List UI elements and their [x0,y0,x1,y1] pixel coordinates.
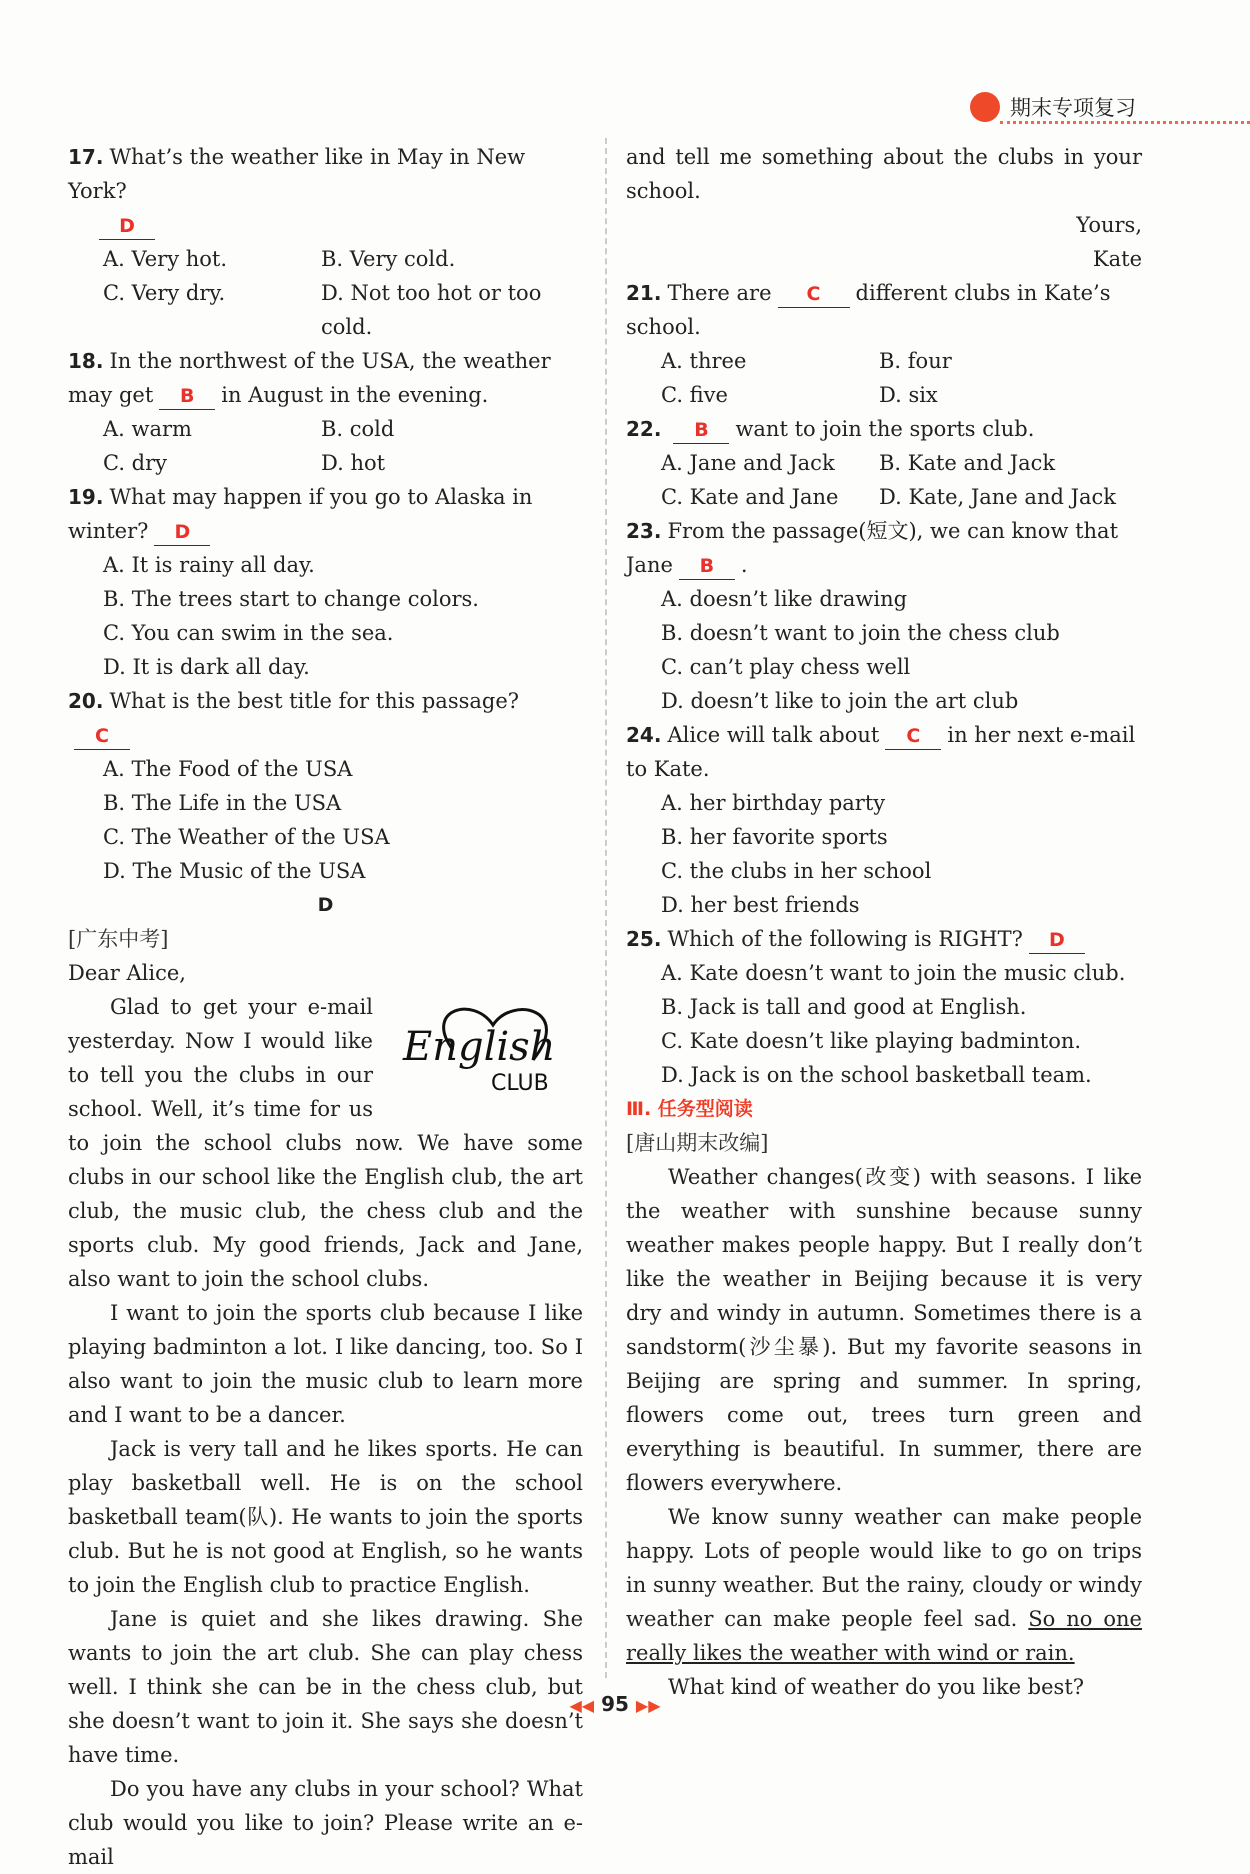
option-b: B. four [879,349,952,373]
header-dot-icon [970,92,1000,122]
question-number: 21. [626,281,662,305]
option-c: C. can’t play chess well [661,655,911,679]
answer-blank [1029,926,1085,954]
question-stem-tail: different clubs in Kate’s school. [626,281,1111,339]
option-b: B. doesn’t want to join the chess club [661,621,1060,645]
option-c: C. Kate doesn’t like playing badminton. [661,1029,1082,1053]
answer-mark: C [806,283,821,305]
option-b: B. Very cold. [321,247,456,271]
left-column [68,140,583,1874]
options [626,582,1142,718]
right-column [626,140,1142,1704]
answer-mark: D [174,521,191,543]
option-d: D. hot [321,451,386,475]
question-stem: In the northwest of the USA, the weather may get [68,349,551,407]
page-footer [530,1692,700,1722]
answer-blank [159,382,215,410]
question-number: 22. [626,417,662,441]
question-number: 19. [68,485,104,509]
options [68,412,583,480]
options [68,752,583,888]
letter-paragraph-5: Do you have any clubs in your school? What club would you like to join? Please write an e-mail [68,1777,583,1869]
option-c: C. The Weather of the USA [103,825,390,849]
passage-paragraph-1: Weather changes(改变) with seasons. I like the weather with sunshine because sunny weather makes people happy. But I really don’t like the weather in Beijing because it is very dry and windy in autumn. Sometimes there is a sandstorm(沙尘暴). But my favorite seasons in Beijing are spring and summer. In spring, flowers come out, trees turn green and everything is beautiful. In summer, there are flowers everywhere. [626,1165,1142,1495]
answer-mark: B [180,385,195,407]
letter-continuation: and tell me something about the clubs in your school. [626,145,1142,203]
question-stem: want to join the sports club. [735,417,1035,441]
answer-blank [154,518,210,546]
option-b: B. The trees start to change colors. [103,587,479,611]
options [626,344,1142,412]
logo-club: CLUB [491,1071,549,1096]
answer-blank [885,722,941,750]
option-d: D. Not too hot or too cold. [321,281,542,339]
english-club-logo-icon [383,990,583,1098]
option-b: B. cold [321,417,395,441]
answer-blank [99,212,155,240]
question-stem: From the passage(短文), we can know that Jane [626,519,1119,577]
answer-mark: B [699,555,715,577]
header-dotted-line [1000,121,1250,124]
letter-paragraph-4: Jane is quiet and she likes drawing. She wants to join the art club. She can play chess well. I think she can be in the chess club, but she doesn’t want to join it. She says she doesn’t have time. [68,1607,583,1767]
option-d: D. six [879,383,938,407]
question-number: 23. [626,519,662,543]
option-d: D. doesn’t like to join the art club [661,689,1019,713]
question-number: 18. [68,349,104,373]
question-25 [626,922,1142,1092]
answer-blank [673,416,729,444]
question-stem: There are [667,281,772,305]
option-d: D. Kate, Jane and Jack [879,485,1117,509]
option-a: A. The Food of the USA [103,757,353,781]
option-c: C. Very dry. [103,281,226,305]
question-number: 17. [68,145,104,169]
answer-mark: C [906,725,921,747]
answer-mark: D [119,215,135,237]
option-c: C. You can swim in the sea. [103,621,394,645]
source-tag: [广东中考] [68,927,169,951]
question-stem: What’s the weather like in May in New York? [68,145,526,203]
option-d: D. Jack is on the school basketball team. [661,1063,1092,1087]
logo-word: English [403,1024,556,1070]
option-b: B. her favorite sports [661,825,888,849]
option-a: A. Jane and Jack [661,451,835,475]
letter-closing: Yours, [1076,213,1142,237]
options [626,956,1142,1092]
section-letter: D [317,894,334,916]
option-a: A. Kate doesn’t want to join the music club. [661,961,1126,985]
question-19 [68,480,583,684]
question-17 [68,140,583,344]
question-number: 25. [626,927,662,951]
question-stem: What may happen if you go to Alaska in winter? [68,485,533,543]
answer-blank [679,552,735,580]
option-b: B. Kate and Jack [879,451,1056,475]
letter-paragraph-2: I want to join the sports club because I like playing badminton a lot. I like dancing, too. So I also want to join the music club to learn more and I want to be a dancer. [68,1301,583,1427]
answer-mark: C [95,725,109,747]
option-b: B. The Life in the USA [103,791,342,815]
option-a: A. It is rainy all day. [103,553,315,577]
letter-greeting: Dear Alice, [68,961,186,985]
prev-arrows-icon: ◀◀ [569,1696,595,1715]
options [68,242,583,344]
options [626,786,1142,922]
option-c: C. dry [103,451,168,475]
page-number: 95 [601,1692,629,1716]
question-21 [626,276,1142,412]
letter-paragraph-3: Jack is very tall and he likes sports. He can play basketball well. He is on the school basketball team(队). He wants to join the sports club. But he is not good at English, so he wants to join the English club to practice English. [68,1437,583,1597]
question-stem: What is the best title for this passage? [109,689,520,713]
next-arrows-icon: ▶▶ [635,1696,661,1715]
option-a: A. doesn’t like drawing [661,587,908,611]
page-header [970,88,1250,124]
option-a: A. warm [103,417,192,441]
question-stem: Alice will talk about [667,723,880,747]
option-c: C. Kate and Jane [661,485,839,509]
answer-mark: B [694,419,709,441]
answer-mark: D [1048,929,1065,951]
letter-signature: Kate [1092,247,1142,271]
source-tag-2: [唐山期末改编] [626,1131,769,1155]
passage-paragraph-2 [626,1500,1142,1670]
underlined-sentence: So no one really likes the weather with wind or rain. [626,1607,1142,1665]
option-a: A. Very hot. [103,247,228,271]
question-20 [68,684,583,888]
question-stem-tail: in August in the evening. [221,383,489,407]
option-d: D. The Music of the USA [103,859,366,883]
option-d: D. It is dark all day. [103,655,310,679]
passage-paragraph-3: What kind of weather do you like best? [668,1675,1085,1699]
question-24 [626,718,1142,922]
option-c: C. the clubs in her school [661,859,932,883]
question-18 [68,344,583,480]
options [68,548,583,684]
section-3-title: Ⅲ. 任务型阅读 [626,1098,753,1120]
option-a: A. three [661,349,747,373]
passage-paragraph-2-text: We know sunny weather can make people happy. Lots of people would like to go on trips in sunny weather. But the rainy, cloudy or windy weather can make people feel sad. [626,1505,1142,1631]
options [626,446,1142,514]
column-divider [605,138,607,1678]
option-d: D. her best friends [661,893,860,917]
question-stem-tail: in her next e-mail to Kate. [626,723,1136,781]
question-stem: Which of the following is RIGHT? [667,927,1023,951]
option-b: B. Jack is tall and good at English. [661,995,1027,1019]
question-22 [626,412,1142,514]
answer-blank [74,722,130,750]
question-23: 23. From the passage(短文), we can know that Jane B . A. doesn’t like drawing B. doesn’t want to join the chess club C. can’t play chess well D. doesn’t like to join the art club [626,514,1142,718]
letter-paragraph-1: Glad to get your e-mail yesterday. Now I would like to tell you the clubs in our school. Well, it’s time for us to join the school clubs now. We have some clubs in our school like the English club, the art club, the music club, the chess club and the sports club. My good friends, Jack and Jane, also want to join the school clubs. [68,995,583,1291]
option-a: A. her birthday party [661,791,886,815]
option-c: C. five [661,383,728,407]
answer-blank [778,280,850,308]
question-number: 20. [68,689,104,713]
question-number: 24. [626,723,662,747]
header-title: 期末专项复习 [1010,96,1136,120]
